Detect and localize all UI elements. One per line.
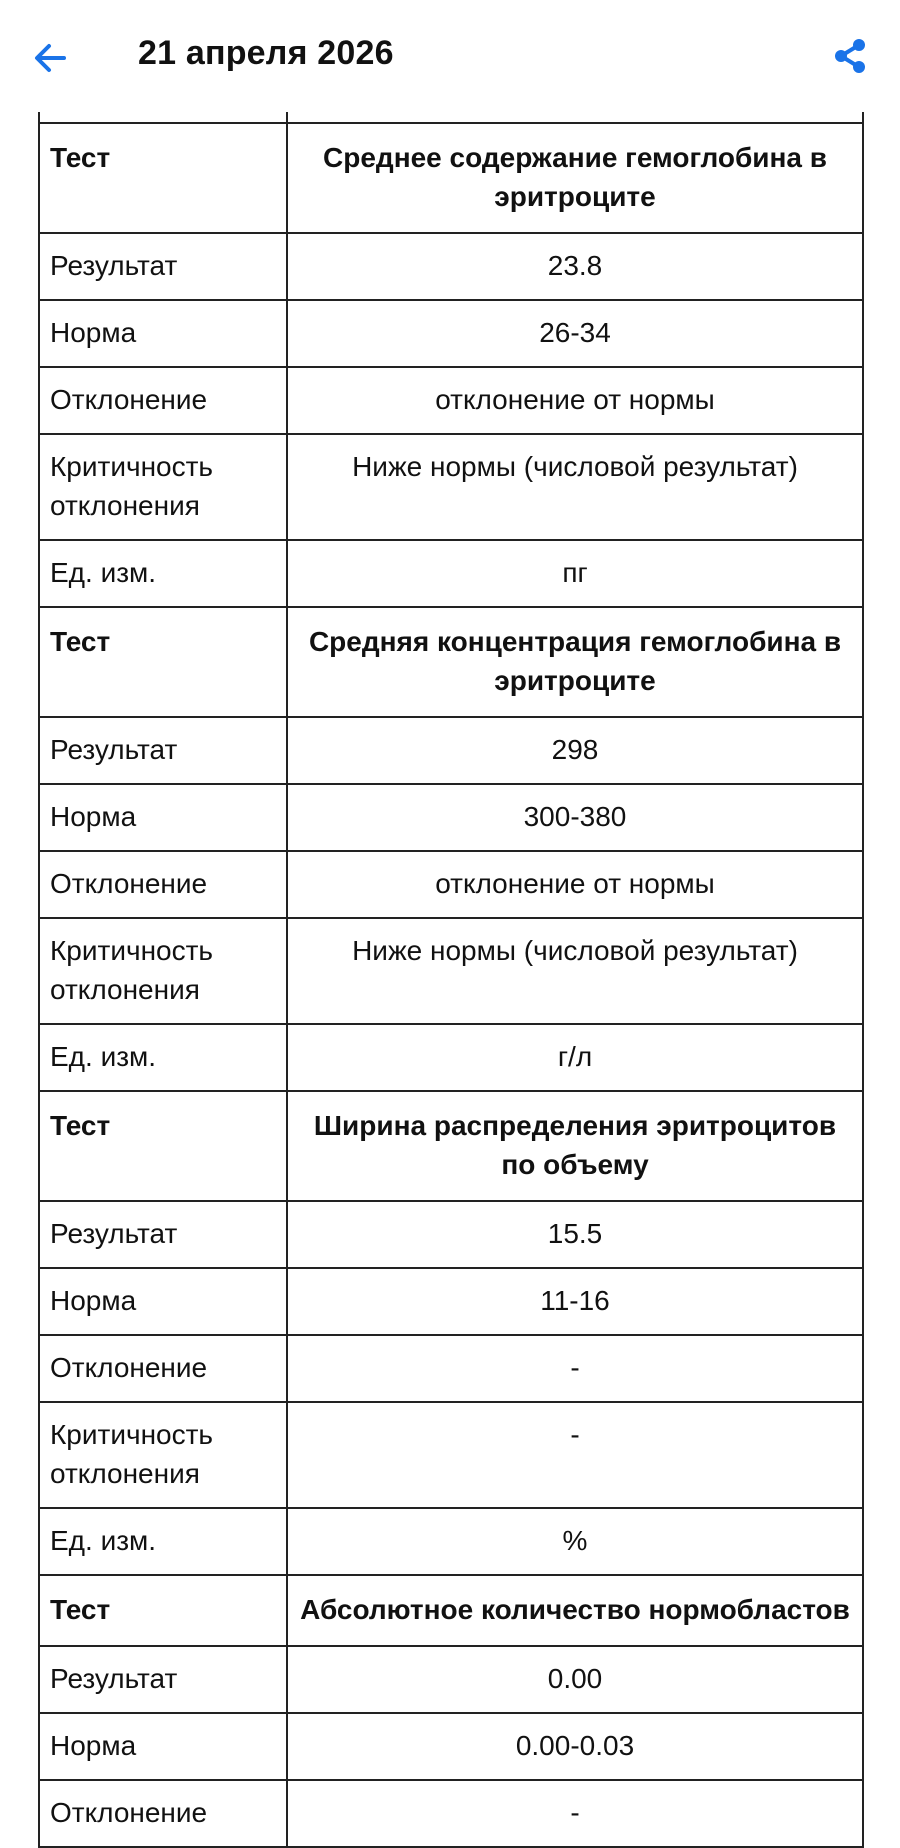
test-label: Тест — [39, 123, 287, 233]
test-label: Тест — [39, 1575, 287, 1646]
criticality-value: Ниже нормы (числовой результат) — [287, 434, 863, 540]
share-icon — [830, 36, 870, 76]
criticality-label: Критичность отклонения — [39, 918, 287, 1024]
table-row — [39, 1268, 863, 1335]
criticality-value: - — [287, 1402, 863, 1508]
table-row — [39, 717, 863, 784]
result-value: 23.8 — [287, 233, 863, 300]
unit-label: Ед. изм. — [39, 540, 287, 607]
test-name: Среднее содержание гемоглобина в эритроците — [287, 123, 863, 233]
unit-value: пг — [287, 540, 863, 607]
back-button[interactable] — [22, 30, 78, 86]
top-app-bar — [0, 0, 900, 112]
norm-label: Норма — [39, 1713, 287, 1780]
table-row — [39, 540, 863, 607]
criticality-label: Критичность отклонения — [39, 1402, 287, 1508]
table-row — [39, 1402, 863, 1508]
table-row — [39, 300, 863, 367]
norm-value: 0.00-0.03 — [287, 1713, 863, 1780]
deviation-label: Отклонение — [39, 1335, 287, 1402]
deviation-label: Отклонение — [39, 367, 287, 434]
deviation-label: Отклонение — [39, 1780, 287, 1847]
results-table — [38, 122, 864, 1848]
test-label: Тест — [39, 607, 287, 717]
page-title: 21 апреля 2026 — [138, 34, 394, 72]
norm-value: 11-16 — [287, 1268, 863, 1335]
table-row — [39, 1508, 863, 1575]
result-label: Результат — [39, 1646, 287, 1713]
table-row — [39, 784, 863, 851]
test-label: Тест — [39, 1091, 287, 1201]
deviation-value: - — [287, 1780, 863, 1847]
table-row — [39, 1024, 863, 1091]
table-row — [39, 1646, 863, 1713]
result-label: Результат — [39, 233, 287, 300]
test-name: Абсолютное количество нормобластов — [287, 1575, 863, 1646]
deviation-value: отклонение от нормы — [287, 367, 863, 434]
result-value: 15.5 — [287, 1201, 863, 1268]
result-value: 298 — [287, 717, 863, 784]
table-row — [39, 434, 863, 540]
deviation-value: - — [287, 1335, 863, 1402]
deviation-label: Отклонение — [39, 851, 287, 918]
deviation-value: отклонение от нормы — [287, 851, 863, 918]
test-name-row — [39, 607, 863, 717]
unit-value: % — [287, 1508, 863, 1575]
test-name-row — [39, 1091, 863, 1201]
results-table-container[interactable] — [38, 122, 864, 1828]
norm-label: Норма — [39, 1268, 287, 1335]
test-name-row — [39, 123, 863, 233]
test-name-row — [39, 1575, 863, 1646]
arrow-left-icon — [30, 38, 70, 78]
unit-label: Ед. изм. — [39, 1024, 287, 1091]
table-row — [39, 1335, 863, 1402]
result-label: Результат — [39, 717, 287, 784]
table-row — [39, 851, 863, 918]
norm-value: 26-34 — [287, 300, 863, 367]
result-label: Результат — [39, 1201, 287, 1268]
norm-value: 300-380 — [287, 784, 863, 851]
table-row — [39, 1713, 863, 1780]
table-row — [39, 1201, 863, 1268]
criticality-label: Критичность отклонения — [39, 434, 287, 540]
share-button[interactable] — [822, 28, 878, 84]
criticality-value: Ниже нормы (числовой результат) — [287, 918, 863, 1024]
table-row — [39, 233, 863, 300]
table-row — [39, 918, 863, 1024]
unit-value: г/л — [287, 1024, 863, 1091]
unit-label: Ед. изм. — [39, 1508, 287, 1575]
norm-label: Норма — [39, 300, 287, 367]
norm-label: Норма — [39, 784, 287, 851]
test-name: Средняя концентрация гемоглобина в эритроците — [287, 607, 863, 717]
test-name: Ширина распределения эритроцитов по объему — [287, 1091, 863, 1201]
result-value: 0.00 — [287, 1646, 863, 1713]
table-row — [39, 1780, 863, 1847]
table-row — [39, 367, 863, 434]
